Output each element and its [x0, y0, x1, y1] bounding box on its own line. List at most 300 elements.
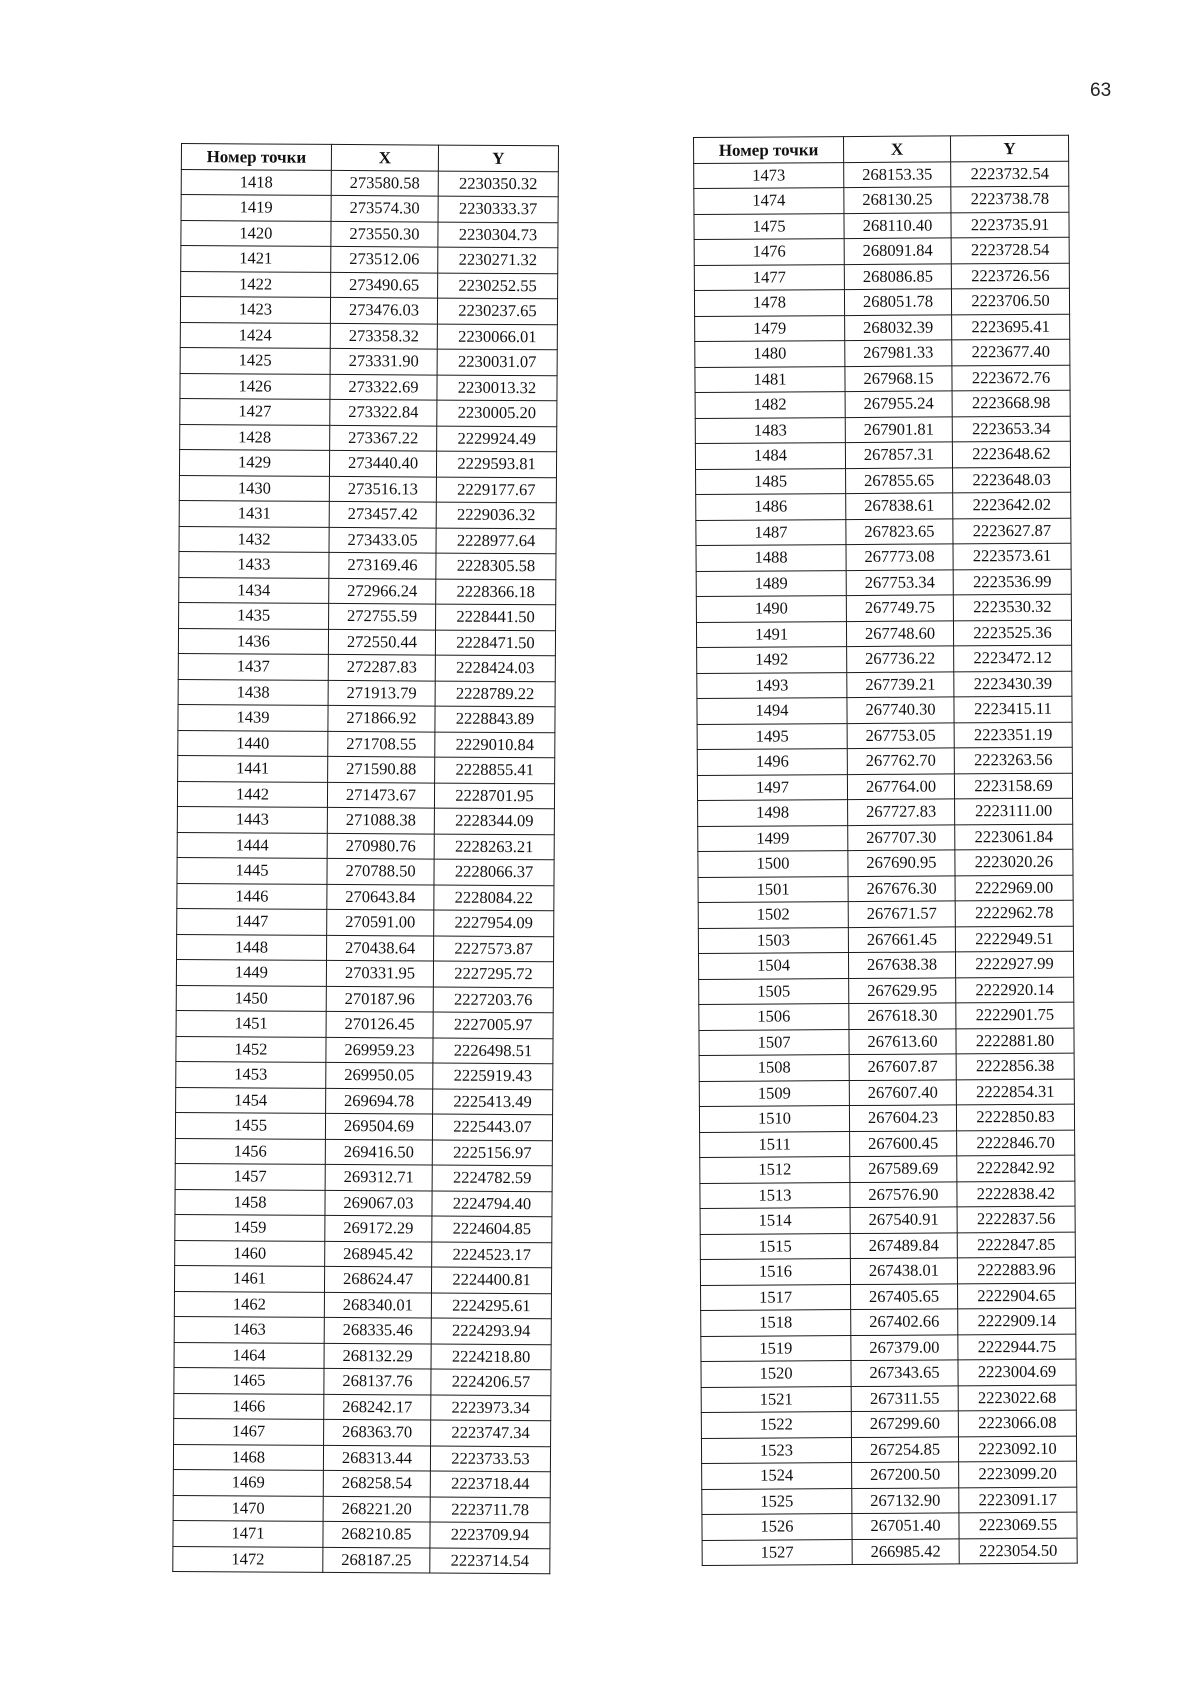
y-coordinate-cell: 2223672.76: [952, 365, 1070, 391]
y-coordinate-cell: 2222850.83: [956, 1104, 1074, 1130]
point-number-cell: 1472: [173, 1546, 323, 1572]
table-row: [695, 416, 1070, 444]
x-coordinate-cell: 269504.69: [325, 1113, 432, 1139]
point-number-cell: 1458: [175, 1189, 325, 1215]
table-row: [700, 1206, 1075, 1234]
x-coordinate-cell: 267748.60: [846, 620, 953, 646]
y-coordinate-cell: 2223747.34: [431, 1420, 551, 1446]
table-row: [174, 1265, 551, 1293]
y-coordinate-cell: 2223066.08: [958, 1410, 1076, 1436]
table-row: [694, 161, 1069, 189]
table-row: [176, 1036, 553, 1064]
y-coordinate-cell: 2223530.32: [953, 594, 1071, 620]
x-coordinate-cell: 267200.50: [852, 1462, 959, 1488]
point-number-cell: 1521: [701, 1386, 851, 1412]
table-row: [695, 390, 1070, 418]
y-coordinate-cell: 2222847.85: [957, 1232, 1075, 1258]
y-coordinate-cell: 2223069.55: [959, 1512, 1077, 1538]
x-coordinate-cell: 268110.40: [844, 212, 951, 238]
table-row: [176, 1010, 553, 1038]
x-coordinate-cell: 267857.31: [845, 442, 952, 468]
x-coordinate-cell: 267402.66: [851, 1309, 958, 1335]
table-row: [179, 500, 556, 528]
point-number-cell: 1507: [699, 1029, 849, 1055]
point-number-cell: 1434: [179, 577, 329, 603]
table-row: [701, 1410, 1076, 1438]
point-number-cell: 1499: [698, 825, 848, 851]
x-coordinate-cell: 267676.30: [848, 875, 955, 901]
point-number-cell: 1476: [694, 239, 844, 265]
x-coordinate-cell: 267855.65: [846, 467, 953, 493]
table-row: [697, 696, 1072, 724]
x-coordinate-cell: 267762.70: [847, 748, 954, 774]
table-row: [177, 857, 554, 885]
point-number-cell: 1524: [702, 1463, 852, 1489]
y-coordinate-cell: 2226498.51: [433, 1038, 553, 1064]
x-coordinate-cell: 267671.57: [848, 901, 955, 927]
point-number-cell: 1428: [180, 424, 330, 450]
table-row: [174, 1393, 551, 1421]
table-row: [696, 620, 1071, 648]
x-coordinate-cell: 268335.46: [324, 1317, 431, 1343]
table-row: [697, 773, 1072, 801]
table-row: [180, 347, 557, 375]
x-coordinate-cell: 273322.84: [330, 399, 437, 425]
y-coordinate-cell: 2223091.17: [959, 1487, 1077, 1513]
table-row: [176, 985, 553, 1013]
point-number-cell: 1459: [175, 1214, 325, 1240]
table-row: [698, 951, 1073, 979]
x-coordinate-cell: 273331.90: [330, 348, 437, 374]
table-row: [173, 1495, 550, 1523]
table-row: [701, 1308, 1076, 1336]
x-coordinate-cell: 272966.24: [329, 578, 436, 604]
table-row: [181, 271, 558, 299]
x-coordinate-cell: 267823.65: [846, 518, 953, 544]
x-coordinate-cell: 269950.05: [326, 1062, 433, 1088]
x-coordinate-cell: 267254.85: [851, 1436, 958, 1462]
table-row: [700, 1232, 1075, 1260]
point-number-cell: 1473: [694, 162, 844, 188]
table-row: [178, 730, 555, 758]
x-coordinate-cell: 273550.30: [331, 221, 438, 247]
table-row: [697, 747, 1072, 775]
x-coordinate-cell: 267607.40: [849, 1079, 956, 1105]
y-coordinate-cell: 2228366.18: [436, 579, 556, 605]
table-row: [175, 1138, 552, 1166]
y-coordinate-cell: 2223004.69: [958, 1359, 1076, 1385]
table-row: [175, 1189, 552, 1217]
table-row: [180, 297, 557, 325]
table-row: [173, 1520, 550, 1548]
y-coordinate-cell: 2222909.14: [958, 1308, 1076, 1334]
x-coordinate-cell: 270643.84: [327, 884, 434, 910]
point-number-cell: 1492: [697, 647, 847, 673]
x-coordinate-cell: 269416.50: [325, 1139, 432, 1165]
y-coordinate-cell: 2225413.49: [433, 1089, 553, 1115]
x-coordinate-cell: 268091.84: [844, 238, 951, 264]
x-coordinate-cell: 269959.23: [326, 1037, 433, 1063]
table-row: [173, 1469, 550, 1497]
y-coordinate-cell: 2228344.09: [434, 808, 554, 834]
x-coordinate-cell: 272287.83: [328, 654, 435, 680]
point-number-cell: 1444: [177, 832, 327, 858]
y-coordinate-cell: 2223726.56: [951, 263, 1069, 289]
x-coordinate-cell: 268137.76: [324, 1368, 431, 1394]
table-row: [174, 1418, 551, 1446]
x-coordinate-cell: 269172.29: [325, 1215, 432, 1241]
point-number-cell: 1429: [179, 449, 329, 475]
point-number-cell: 1468: [173, 1444, 323, 1470]
table-header-row: [694, 135, 1069, 163]
x-coordinate-cell: 267739.21: [847, 671, 954, 697]
y-coordinate-cell: 2224523.17: [432, 1242, 552, 1268]
table-row: [175, 1240, 552, 1268]
table-row: [174, 1291, 551, 1319]
y-coordinate-cell: 2222927.99: [955, 951, 1073, 977]
x-coordinate-cell: 267968.15: [845, 365, 952, 391]
x-coordinate-cell: 267955.24: [845, 391, 952, 417]
table-row: [695, 365, 1070, 393]
point-number-cell: 1447: [177, 908, 327, 934]
point-number-cell: 1496: [697, 749, 847, 775]
table-row: [700, 1155, 1075, 1183]
x-coordinate-cell: 268221.20: [323, 1496, 430, 1522]
y-coordinate-cell: 2224794.40: [432, 1191, 552, 1217]
y-coordinate-cell: 2230237.65: [437, 298, 557, 324]
table-row: [179, 475, 556, 503]
table-row: [179, 449, 556, 477]
point-number-cell: 1483: [695, 417, 845, 443]
y-coordinate-cell: 2224295.61: [431, 1293, 551, 1319]
y-coordinate-cell: 2230005.20: [437, 400, 557, 426]
point-number-cell: 1465: [174, 1367, 324, 1393]
x-coordinate-cell: 270331.95: [326, 960, 433, 986]
table-row: [180, 424, 557, 452]
table-row: [702, 1538, 1077, 1566]
y-coordinate-cell: 2229036.32: [436, 502, 556, 528]
x-coordinate-cell: 273440.40: [329, 450, 436, 476]
x-coordinate-cell: 273367.22: [330, 425, 437, 451]
table-row: [696, 518, 1071, 546]
point-number-cell: 1445: [177, 857, 327, 883]
point-number-cell: 1480: [695, 341, 845, 367]
point-number-cell: 1486: [696, 494, 846, 520]
x-coordinate-cell: 270980.76: [327, 833, 434, 859]
y-coordinate-cell: 2229010.84: [435, 732, 555, 758]
y-coordinate-cell: 2229924.49: [437, 426, 557, 452]
y-coordinate-cell: 2223711.78: [430, 1497, 550, 1523]
point-number-cell: 1456: [175, 1138, 325, 1164]
y-coordinate-cell: 2223706.50: [951, 288, 1069, 314]
coordinates-table-left: [172, 143, 559, 1574]
y-coordinate-cell: 2222920.14: [956, 977, 1074, 1003]
y-coordinate-cell: 2230066.01: [437, 324, 557, 350]
table-row: [696, 569, 1071, 597]
table-row: [701, 1359, 1076, 1387]
point-number-cell: 1484: [695, 443, 845, 469]
table-row: [694, 186, 1069, 214]
point-number-cell: 1462: [174, 1291, 324, 1317]
point-number-cell: 1482: [695, 392, 845, 418]
x-coordinate-cell: 268032.39: [845, 314, 952, 340]
y-coordinate-cell: 2223263.56: [954, 747, 1072, 773]
x-coordinate-cell: 270591.00: [327, 909, 434, 935]
x-coordinate-cell: 267618.30: [849, 1003, 956, 1029]
y-coordinate-cell: 2223728.54: [951, 237, 1069, 263]
point-number-cell: 1453: [176, 1061, 326, 1087]
y-coordinate-cell: 2229593.81: [436, 451, 556, 477]
table-row: [696, 467, 1071, 495]
y-coordinate-cell: 2230013.32: [437, 375, 557, 401]
table-row: [178, 653, 555, 681]
point-number-cell: 1461: [174, 1265, 324, 1291]
y-coordinate-cell: 2223718.44: [430, 1471, 550, 1497]
x-coordinate-cell: 267753.05: [847, 722, 954, 748]
x-coordinate-cell: 271473.67: [327, 782, 434, 808]
point-number-cell: 1520: [701, 1361, 851, 1387]
point-number-cell: 1518: [701, 1310, 851, 1336]
x-coordinate-cell: 268086.85: [844, 263, 951, 289]
x-coordinate-cell: 273322.69: [330, 374, 437, 400]
point-number-cell: 1463: [174, 1316, 324, 1342]
y-coordinate-cell: 2223709.94: [430, 1522, 550, 1548]
table-row: [698, 798, 1073, 826]
table-row: [699, 1028, 1074, 1056]
y-coordinate-cell: 2223525.36: [953, 620, 1071, 646]
table-row: [177, 781, 554, 809]
x-coordinate-cell: 268340.01: [324, 1292, 431, 1318]
x-coordinate-cell: 273574.30: [331, 195, 438, 221]
table-row: [178, 755, 555, 783]
point-number-cell: 1481: [695, 366, 845, 392]
x-coordinate-cell: 268132.29: [324, 1343, 431, 1369]
y-coordinate-cell: 2223668.98: [952, 390, 1070, 416]
y-coordinate-cell: 2223022.68: [958, 1385, 1076, 1411]
point-number-cell: 1522: [701, 1412, 851, 1438]
table-row: [179, 526, 556, 554]
table-row: [177, 934, 554, 962]
table-header-row: [181, 144, 558, 172]
y-coordinate-cell: 2224218.80: [431, 1344, 551, 1370]
y-coordinate-cell: 2223351.19: [954, 722, 1072, 748]
y-coordinate-cell: 2225919.43: [433, 1063, 553, 1089]
y-coordinate-cell: 2222838.42: [957, 1181, 1075, 1207]
x-coordinate-cell: 268153.35: [844, 161, 951, 187]
y-coordinate-cell: 2230031.07: [437, 349, 557, 375]
table-row: [180, 398, 557, 426]
table-row: [173, 1546, 550, 1574]
x-coordinate-cell: 270187.96: [326, 986, 433, 1012]
y-coordinate-cell: 2223677.40: [952, 339, 1070, 365]
x-coordinate-cell: 271866.92: [328, 705, 435, 731]
y-coordinate-cell: 2223735.91: [951, 212, 1069, 238]
x-coordinate-cell: 267576.90: [850, 1181, 957, 1207]
point-number-cell: 1460: [175, 1240, 325, 1266]
table-row: [700, 1130, 1075, 1158]
point-number-cell: 1498: [698, 800, 848, 826]
table-row: [698, 900, 1073, 928]
x-coordinate-cell: 271088.38: [327, 807, 434, 833]
y-coordinate-cell: 2227954.09: [434, 910, 554, 936]
point-number-cell: 1435: [179, 602, 329, 628]
table-row: [178, 679, 555, 707]
point-number-cell: 1433: [179, 551, 329, 577]
y-coordinate-cell: 2229177.67: [436, 477, 556, 503]
header-y: Y: [950, 135, 1068, 161]
point-number-cell: 1469: [173, 1469, 323, 1495]
table-row: [177, 806, 554, 834]
point-number-cell: 1466: [174, 1393, 324, 1419]
point-number-cell: 1504: [698, 953, 848, 979]
table-row: [701, 1283, 1076, 1311]
y-coordinate-cell: 2227203.76: [433, 987, 553, 1013]
point-number-cell: 1442: [177, 781, 327, 807]
point-number-cell: 1448: [177, 934, 327, 960]
point-number-cell: 1478: [694, 290, 844, 316]
point-number-cell: 1513: [700, 1182, 850, 1208]
x-coordinate-cell: 273433.05: [329, 527, 436, 553]
point-number-cell: 1455: [175, 1112, 325, 1138]
x-coordinate-cell: 272755.59: [329, 603, 436, 629]
y-coordinate-cell: 2228843.89: [435, 706, 555, 732]
table-row: [697, 722, 1072, 750]
x-coordinate-cell: 267661.45: [848, 926, 955, 952]
table-row: [179, 577, 556, 605]
y-coordinate-cell: 2224293.94: [431, 1318, 551, 1344]
table-row: [698, 926, 1073, 954]
table-row: [702, 1487, 1077, 1515]
table-row: [695, 314, 1070, 342]
table-row: [702, 1512, 1077, 1540]
table-row: [699, 1053, 1074, 1081]
x-coordinate-cell: 268187.25: [323, 1547, 430, 1573]
point-number-cell: 1457: [175, 1163, 325, 1189]
x-coordinate-cell: 268258.54: [323, 1470, 430, 1496]
point-number-cell: 1452: [176, 1036, 326, 1062]
point-number-cell: 1436: [178, 628, 328, 654]
table-row: [174, 1342, 551, 1370]
table-row: [181, 169, 558, 197]
point-number-cell: 1512: [700, 1157, 850, 1183]
header-x: X: [331, 144, 438, 170]
y-coordinate-cell: 2223099.20: [959, 1461, 1077, 1487]
y-coordinate-cell: 2223472.12: [954, 645, 1072, 671]
point-number-cell: 1470: [173, 1495, 323, 1521]
point-number-cell: 1517: [701, 1284, 851, 1310]
point-number-cell: 1506: [699, 1004, 849, 1030]
x-coordinate-cell: 267438.01: [850, 1258, 957, 1284]
table-row: [181, 195, 558, 223]
y-coordinate-cell: 2224782.59: [432, 1165, 552, 1191]
point-number-cell: 1489: [696, 570, 846, 596]
table-row: [699, 977, 1074, 1005]
point-number-cell: 1511: [700, 1131, 850, 1157]
point-number-cell: 1523: [701, 1437, 851, 1463]
point-number-cell: 1446: [177, 883, 327, 909]
point-number-cell: 1519: [701, 1335, 851, 1361]
x-coordinate-cell: 268945.42: [325, 1241, 432, 1267]
point-number-cell: 1488: [696, 545, 846, 571]
y-coordinate-cell: 2225156.97: [432, 1140, 552, 1166]
y-coordinate-cell: 2223573.61: [953, 543, 1071, 569]
point-number-cell: 1437: [178, 653, 328, 679]
x-coordinate-cell: 273358.32: [330, 323, 437, 349]
point-number-cell: 1494: [697, 698, 847, 724]
point-number-cell: 1454: [176, 1087, 326, 1113]
y-coordinate-cell: 2230350.32: [438, 171, 558, 197]
table-row: [699, 1002, 1074, 1030]
table-row: [699, 1079, 1074, 1107]
point-number-cell: 1525: [702, 1488, 852, 1514]
table-row: [694, 288, 1069, 316]
y-coordinate-cell: 2222962.78: [955, 900, 1073, 926]
y-coordinate-cell: 2228424.03: [435, 655, 555, 681]
x-coordinate-cell: 268242.17: [324, 1394, 431, 1420]
point-number-cell: 1423: [180, 297, 330, 323]
point-number-cell: 1503: [698, 927, 848, 953]
x-coordinate-cell: 273580.58: [331, 170, 438, 196]
page-number: 63: [1090, 80, 1112, 101]
y-coordinate-cell: 2230304.73: [438, 222, 558, 248]
point-number-cell: 1426: [180, 373, 330, 399]
point-number-cell: 1495: [697, 723, 847, 749]
point-number-cell: 1515: [700, 1233, 850, 1259]
point-number-cell: 1474: [694, 188, 844, 214]
point-number-cell: 1487: [696, 519, 846, 545]
table-row: [176, 959, 553, 987]
point-number-cell: 1509: [699, 1080, 849, 1106]
y-coordinate-cell: 2228305.58: [436, 553, 556, 579]
point-number-cell: 1477: [694, 264, 844, 290]
x-coordinate-cell: 268130.25: [844, 187, 951, 213]
point-number-cell: 1432: [179, 526, 329, 552]
x-coordinate-cell: 267051.40: [852, 1513, 959, 1539]
table-row: [178, 704, 555, 732]
table-row: [180, 322, 557, 350]
x-coordinate-cell: 267613.60: [849, 1028, 956, 1054]
point-number-cell: 1418: [181, 169, 331, 195]
x-coordinate-cell: 267600.45: [850, 1130, 957, 1156]
x-coordinate-cell: 273476.03: [330, 297, 437, 323]
x-coordinate-cell: 267736.22: [847, 646, 954, 672]
y-coordinate-cell: 2223111.00: [955, 798, 1073, 824]
x-coordinate-cell: 267604.23: [849, 1105, 956, 1131]
table-row: [700, 1181, 1075, 1209]
x-coordinate-cell: 268363.70: [324, 1419, 431, 1445]
table-row: [177, 832, 554, 860]
y-coordinate-cell: 2228701.95: [434, 783, 554, 809]
y-coordinate-cell: 2222881.80: [956, 1028, 1074, 1054]
point-number-cell: 1467: [174, 1418, 324, 1444]
table-row: [181, 246, 558, 274]
point-number-cell: 1471: [173, 1520, 323, 1546]
point-number-cell: 1491: [696, 621, 846, 647]
table-row: [701, 1436, 1076, 1464]
x-coordinate-cell: 267311.55: [851, 1385, 958, 1411]
x-coordinate-cell: 267740.30: [847, 697, 954, 723]
y-coordinate-cell: 2227005.97: [433, 1012, 553, 1038]
y-coordinate-cell: 2222854.31: [956, 1079, 1074, 1105]
x-coordinate-cell: 267629.95: [849, 977, 956, 1003]
y-coordinate-cell: 2223020.26: [955, 849, 1073, 875]
y-coordinate-cell: 2230333.37: [438, 196, 558, 222]
table-row: [177, 908, 554, 936]
y-coordinate-cell: 2223733.53: [430, 1446, 550, 1472]
point-number-cell: 1510: [699, 1106, 849, 1132]
x-coordinate-cell: 267981.33: [845, 340, 952, 366]
table-row: [701, 1385, 1076, 1413]
